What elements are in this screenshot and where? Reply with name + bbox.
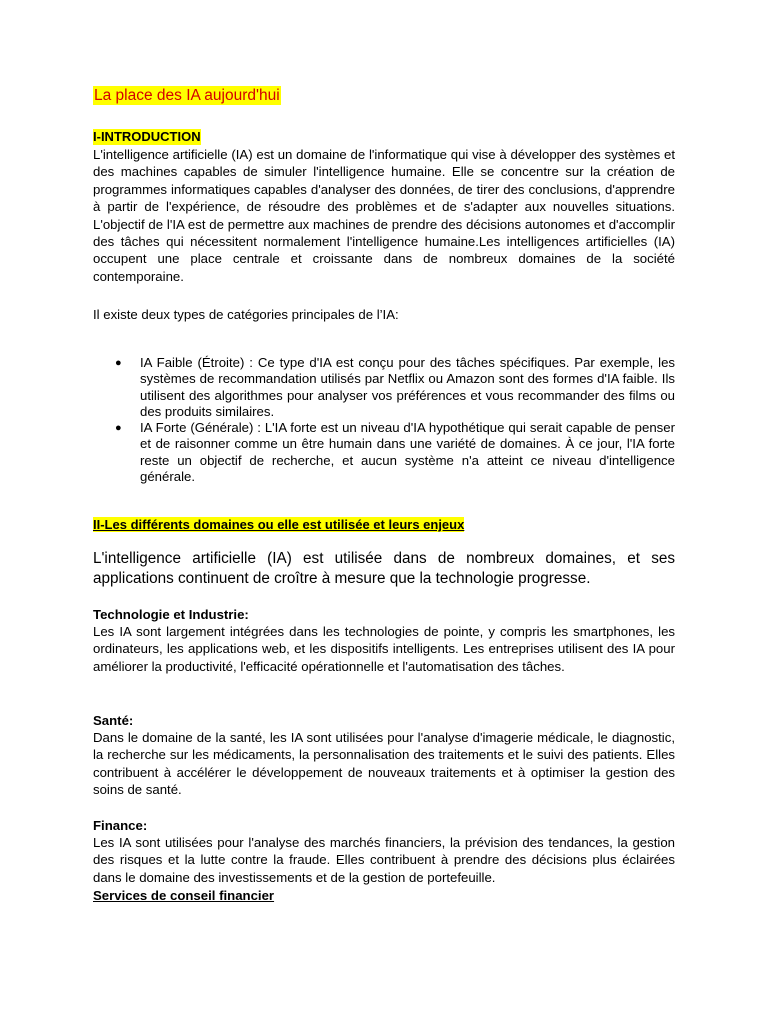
paragraph-introduction: L'intelligence artificielle (IA) est un domaine de l'informatique qui vise à développer des systèmes et des machines capables de simuler l'intelligence humaine. Elle se concentre sur la création de programmes informatiques capables d'analyser des données, de tirer des conclusions, d'apprendre à partir de l'expérience, de résoudre des problèmes et de s'adapter aux nouvelles situations. L'objectif de l'IA est de permettre aux machines de prendre des décisions autonomes et d'accomplir des tâches qui nécessitent normalement l'intelligence humaine.Les intelligences artificielles (IA) occupent une place centrale et croissante dans de nombreux domaines de la société contemporaine. bbox=[93, 147, 675, 284]
paragraph-technologie: Les IA sont largement intégrées dans les technologies de pointe, y compris les smartphones, les ordinateurs, les applications web, et les dispositifs intelligents. Les entreprises utilisent des IA pour améliorer la productivité, l'efficacité opérationnelle et l'automatisation des tâches. bbox=[93, 624, 675, 674]
subheading-technologie: Technologie et Industrie: bbox=[93, 607, 249, 622]
section-heading-introduction: I-INTRODUCTION bbox=[93, 129, 201, 144]
ai-types-list bbox=[93, 355, 675, 485]
list-item-text: IA Faible (Étroite) : Ce type d'IA est conçu pour des tâches spécifiques. Par exemple, les systèmes de recommandation utilisés par Netflix ou Amazon sont des formes d'IA faible. Ils utilisent des algorithmes pour analyser vos préférences et vous recommander des films ou des produits similaires. bbox=[140, 355, 675, 419]
paragraph-domaines-intro: L'intelligence artificielle (IA) est utilisée dans de nombreux domaines, et ses applications continuent de croître à mesure que la technologie progresse. bbox=[93, 550, 675, 587]
paragraph-sante: Dans le domaine de la santé, les IA sont utilisées pour l'analyse d'imagerie médicale, le diagnostic, la recherche sur les médicaments, la personnalisation des traitements et le suivi des patients. Elles contribuent à accélérer le développement de nouveaux traitements et à optimiser la gestion des soins de santé. bbox=[93, 730, 675, 798]
section-heading-text: II-Les différents domaines ou elle est utilisée et leurs enjeux bbox=[93, 517, 465, 532]
document-title: La place des IA aujourd'hui bbox=[94, 87, 280, 104]
bullet-icon: ● bbox=[115, 357, 122, 369]
paragraph-finance: Les IA sont utilisées pour l'analyse des marchés financiers, la prévision des tendances, la gestion des risques et la lutte contre la fraude. Elles contribuent à prendre des décisions plus éclairées dans le domaine des investissements et de la gestion de portefeuille. bbox=[93, 835, 675, 885]
subheading-finance: Finance: bbox=[93, 818, 148, 833]
services-conseil-link[interactable]: Services de conseil financier bbox=[93, 888, 275, 903]
list-item-ia-faible bbox=[93, 355, 675, 420]
section-heading-domaines bbox=[93, 517, 464, 533]
paragraph-types-intro: Il existe deux types de catégories principales de l’IA: bbox=[93, 307, 399, 322]
list-item-ia-forte bbox=[93, 420, 675, 485]
bullet-icon: ● bbox=[115, 422, 122, 435]
list-item-text: IA Forte (Générale) : L'IA forte est un niveau d'IA hypothétique qui serait capable de penser et de raisonner comme un être humain dans une variété de domaines. À ce jour, l'IA forte reste un objectif de recherche, et aucun système n'a atteint ce niveau d'intelligence générale. bbox=[140, 420, 675, 485]
subheading-sante: Santé: bbox=[93, 713, 134, 728]
